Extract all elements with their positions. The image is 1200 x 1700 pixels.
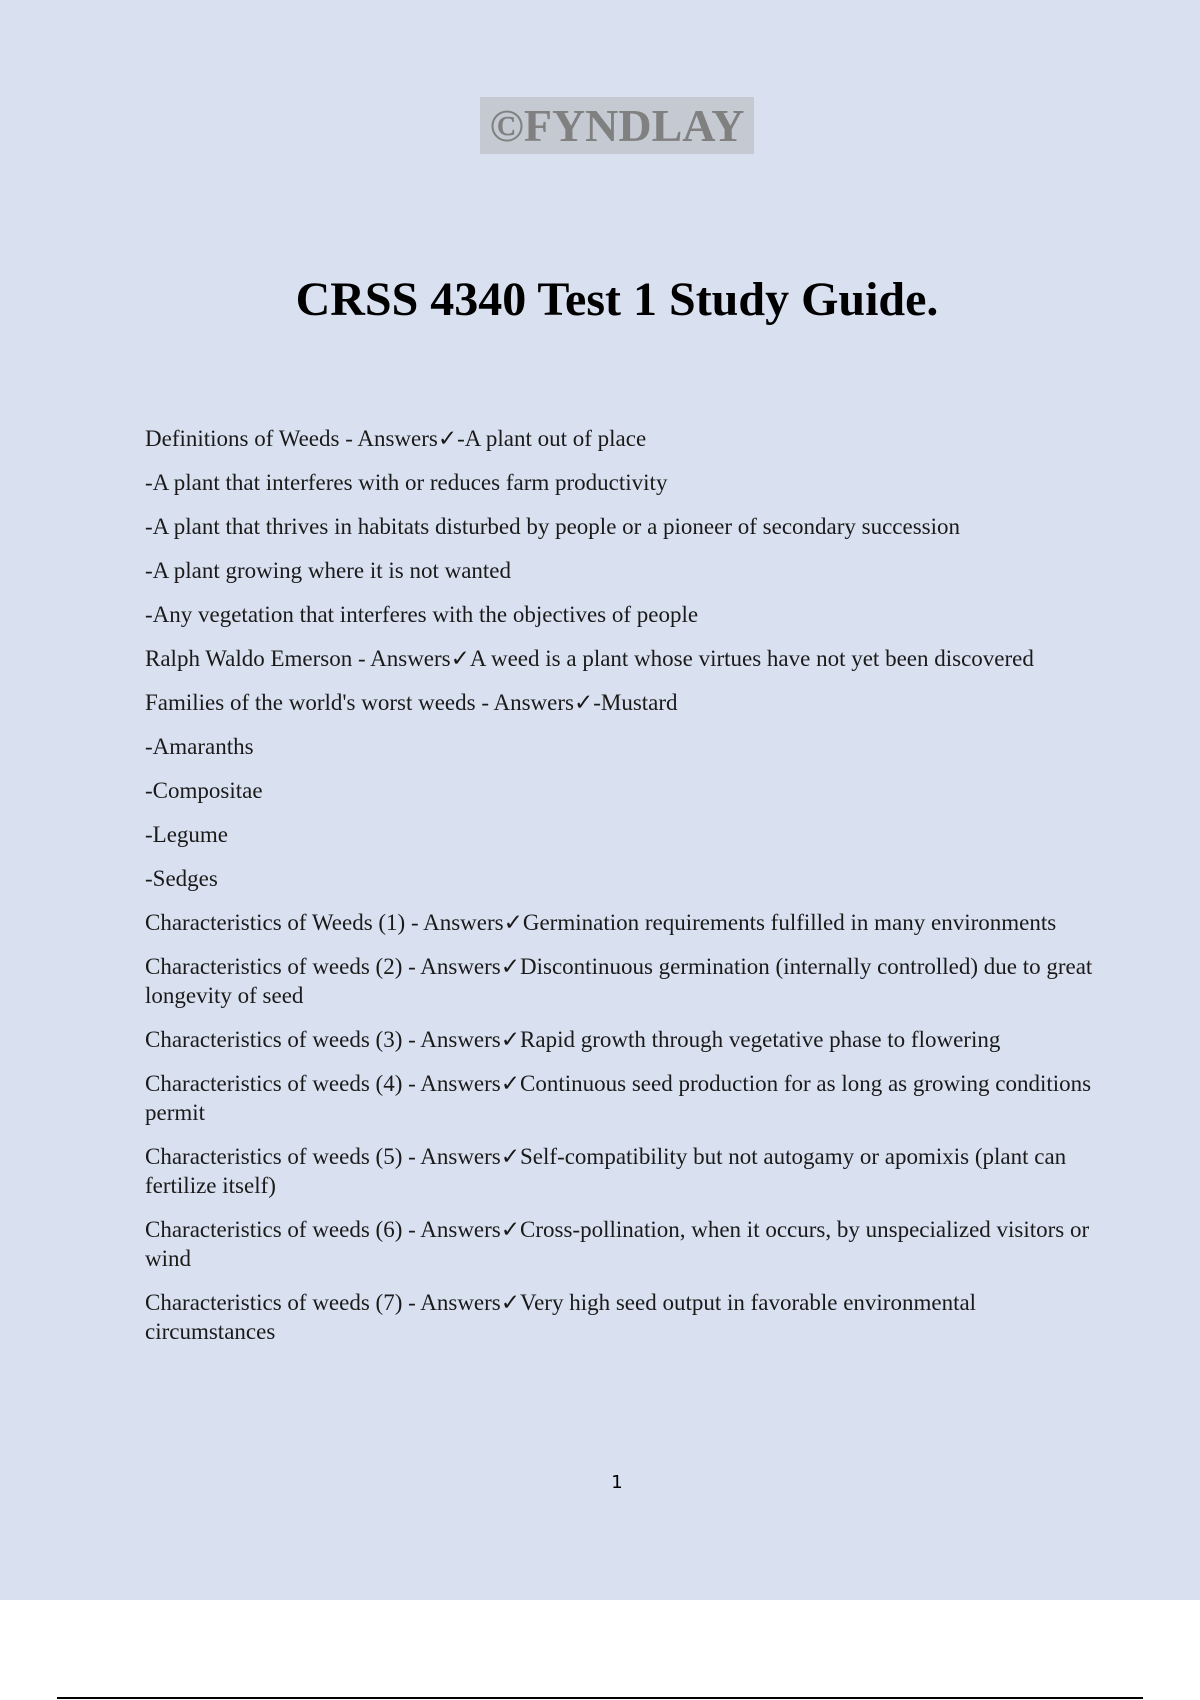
text-line: Characteristics of weeds (7) - Answers✓Very high seed output in favorable environmental circumstances [145,1290,977,1344]
text-line: -A plant that thrives in habitats disturbed by people or a pioneer of secondary succession [145,514,961,539]
text-line: -Compositae [145,778,263,803]
page-title: CRSS 4340 Test 1 Study Guide. [295,273,939,326]
text-line: -A plant that interferes with or reduces farm productivity [145,470,668,495]
text-line: -Sedges [145,866,218,891]
text-line: -Any vegetation that interferes with the objectives of people [145,602,699,627]
watermark: ©FYNDLAY [480,97,754,154]
text-line: Families of the world's worst weeds - Answers✓-Mustard [145,690,678,715]
study-guide-content [145,424,1095,1361]
footer-divider [57,1697,1143,1699]
text-line: Characteristics of weeds (3) - Answers✓Rapid growth through vegetative phase to flowering [145,1027,1001,1052]
text-line: Ralph Waldo Emerson - Answers✓A weed is a plant whose virtues have not yet been discovered [145,646,1034,671]
text-line: -Legume [145,822,229,847]
text-line: Definitions of Weeds - Answers✓-A plant out of place [145,426,647,451]
page-number: 1 [611,1472,623,1493]
text-line: Characteristics of weeds (5) - Answers✓Self-compatibility but not autogamy or apomixis (plant can fertilize itself) [145,1144,1067,1198]
text-line: -Amaranths [145,734,254,759]
text-line: Characteristics of Weeds (1) - Answers✓Germination requirements fulfilled in many environments [145,910,1057,935]
text-line: Characteristics of weeds (4) - Answers✓Continuous seed production for as long as growing conditions permit [145,1071,1092,1125]
text-line: -A plant growing where it is not wanted [145,558,512,583]
text-line: Characteristics of weeds (6) - Answers✓Cross-pollination, when it occurs, by unspecialized visitors or wind [145,1217,1090,1271]
text-line: Characteristics of weeds (2) - Answers✓Discontinuous germination (internally controlled) due to great longevity of seed [145,954,1093,1008]
